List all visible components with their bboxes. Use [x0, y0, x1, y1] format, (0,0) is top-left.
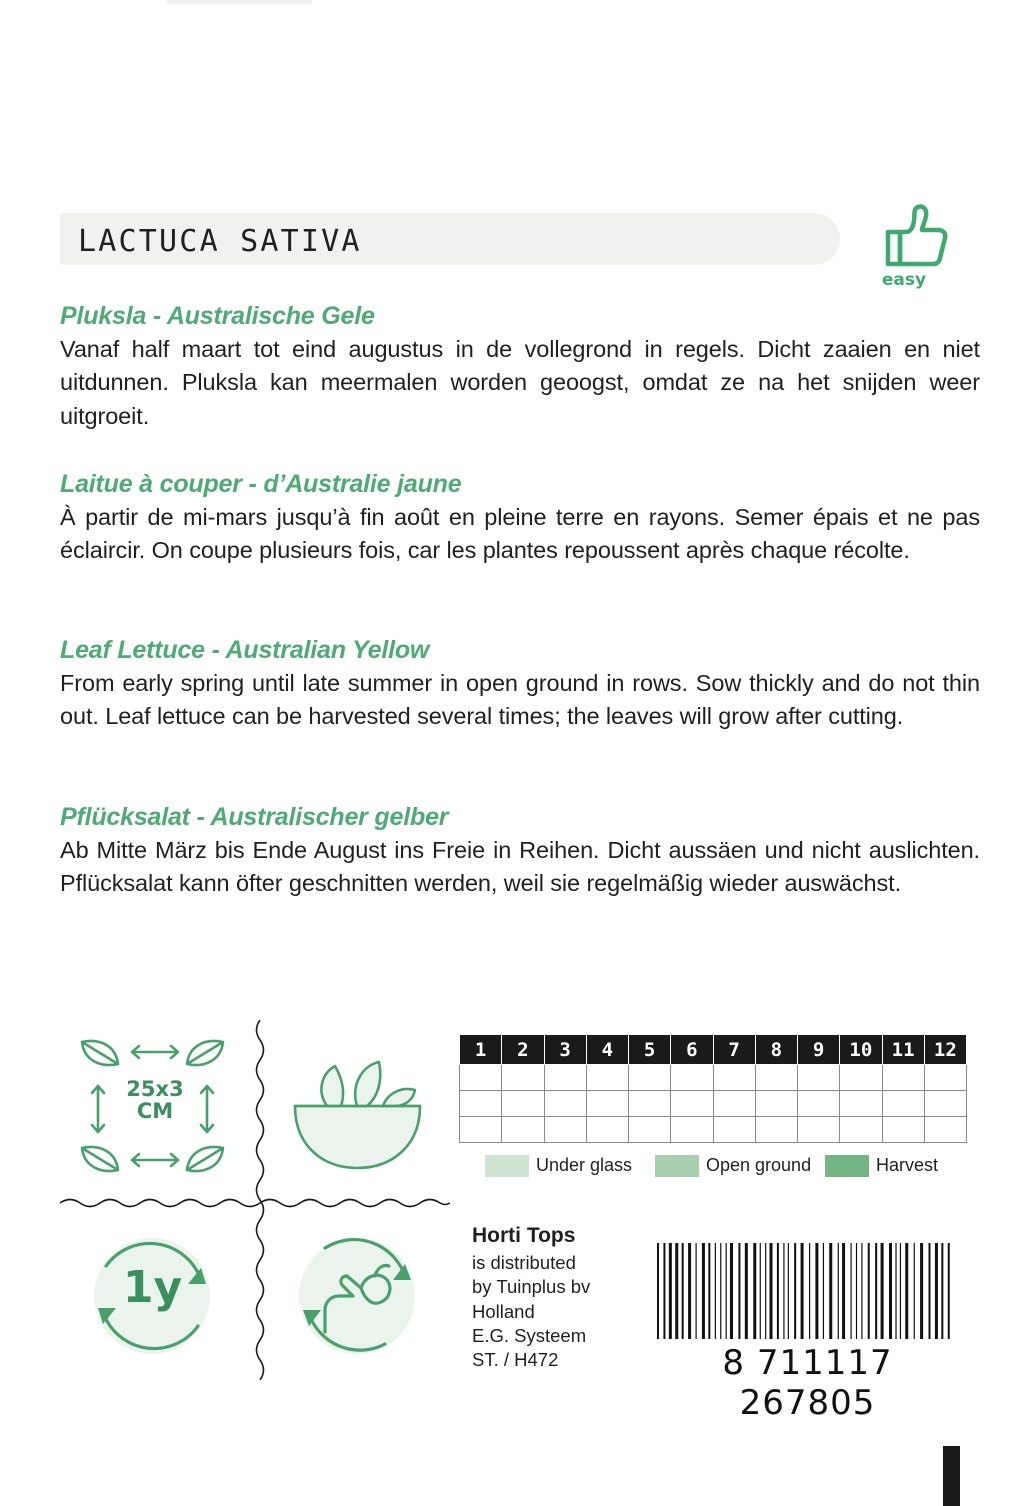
spacing-value: 25x3 [126, 1077, 184, 1101]
calendar-cell [502, 1065, 544, 1091]
month-header: 6 [671, 1035, 713, 1065]
legend-label: Under glass [536, 1155, 633, 1175]
legend-swatch-icon [825, 1155, 869, 1177]
species-title-bar [60, 213, 840, 265]
variety-title-fr: Laitue à couper - d’Australie jaune [60, 470, 462, 498]
brand-line-4: E.G. Systeem [472, 1324, 587, 1346]
calendar-table [459, 1034, 967, 1143]
brand-line-1: is distributed [472, 1251, 576, 1273]
description-block-de [60, 803, 980, 901]
month-header: 2 [502, 1035, 544, 1065]
hand-picking-icon [265, 1210, 450, 1382]
month-header: 5 [629, 1035, 671, 1065]
legend-item-harvest [825, 1155, 938, 1177]
calendar-row [460, 1091, 967, 1117]
corner-registration-mark [943, 1446, 960, 1506]
calendar-row [460, 1065, 967, 1091]
brand-name: Horti Tops [472, 1224, 576, 1247]
brand-line-2: by Tuinplus bv [472, 1276, 591, 1298]
calendar-cell [840, 1065, 882, 1091]
calendar-cell [713, 1117, 755, 1143]
calendar-cell [586, 1091, 628, 1117]
calendar-cell [544, 1117, 586, 1143]
calendar-cell [544, 1091, 586, 1117]
brand-block [472, 1222, 662, 1373]
sowing-calendar [459, 1034, 967, 1143]
description-block-nl [60, 302, 980, 433]
month-header: 10 [840, 1035, 882, 1065]
variety-text-en: From early spring until late summer in open ground in rows. Sow thickly and do not thin out. Leaf lettuce can be harvested several times; the leaves will grow after cutting. [60, 670, 980, 730]
salad-bowl-icon [265, 1020, 450, 1192]
variety-title-de: Pflücksalat - Australischer gelber [60, 803, 449, 831]
calendar-row [460, 1117, 967, 1143]
calendar-body [460, 1065, 967, 1143]
easy-badge-label: easy [881, 270, 927, 290]
barcode [655, 1243, 960, 1423]
calendar-cell [629, 1065, 671, 1091]
calendar-cell [629, 1117, 671, 1143]
month-header: 7 [713, 1035, 755, 1065]
brand-line-3: Holland [472, 1300, 535, 1322]
variety-text-nl: Vanaf half maart tot eind augustus in de vollegrond in regels. Dicht zaaien en niet uitdunnen. Pluksla kan meermalen worden geoogst, omdat ze na het snijden weer uitgroeit. [60, 336, 980, 429]
description-block-fr [60, 470, 980, 568]
calendar-cell [755, 1091, 797, 1117]
month-header: 1 [460, 1035, 502, 1065]
pictogram-spacing [60, 1020, 245, 1192]
pictogram-lifetime [60, 1210, 245, 1382]
page-title: LACTUCA SATIVA [78, 224, 362, 259]
top-edge-strip [166, 0, 312, 4]
month-header: 11 [882, 1035, 924, 1065]
calendar-cell [882, 1065, 924, 1091]
calendar-cell [924, 1065, 966, 1091]
calendar-cell [586, 1065, 628, 1091]
variety-text-de: Ab Mitte März bis Ende August ins Freie in Reihen. Dicht aussäen und nicht auslichten. Pflücksalat kann öfter geschnitten werden, weil sie regelmäßig wieder auswächst. [60, 837, 980, 897]
calendar-cell [460, 1065, 502, 1091]
legend-item-open-ground [655, 1155, 811, 1177]
thumbs-up-icon [866, 200, 952, 272]
barcode-bars [655, 1243, 960, 1341]
calendar-cell [840, 1091, 882, 1117]
calendar-cell [882, 1117, 924, 1143]
calendar-cell [755, 1065, 797, 1091]
legend-swatch-icon [485, 1155, 529, 1177]
month-header: 3 [544, 1035, 586, 1065]
barcode-number: 8 711117 267805 [722, 1343, 893, 1423]
spacing-label [115, 1078, 195, 1122]
calendar-legend [459, 1155, 969, 1179]
calendar-cell [713, 1065, 755, 1091]
month-header: 12 [924, 1035, 966, 1065]
month-header: 8 [755, 1035, 797, 1065]
calendar-cell [798, 1065, 840, 1091]
legend-label: Harvest [876, 1155, 939, 1175]
calendar-cell [924, 1117, 966, 1143]
calendar-cell [755, 1117, 797, 1143]
calendar-cell [840, 1117, 882, 1143]
calendar-cell [502, 1117, 544, 1143]
pictogram-salad-bowl [265, 1020, 450, 1192]
calendar-cell [798, 1117, 840, 1143]
calendar-cell [924, 1091, 966, 1117]
lifetime-label: 1y [122, 1262, 183, 1313]
spacing-unit: CM [136, 1099, 174, 1124]
calendar-cell [629, 1091, 671, 1117]
calendar-cell [671, 1065, 713, 1091]
description-block-en [60, 636, 980, 734]
calendar-cell [460, 1091, 502, 1117]
calendar-header-row [460, 1035, 967, 1065]
brand-line-5: ST. / H472 [472, 1349, 559, 1371]
calendar-cell [502, 1091, 544, 1117]
legend-item-under-glass [485, 1155, 632, 1177]
pictogram-panel [60, 1020, 450, 1380]
variety-text-fr: À partir de mi-mars jusqu’à fin août en pleine terre en rayons. Semer épais et ne pas éclaircir. On coupe plusieurs fois, car les plantes repoussent après chaque récolte. [60, 504, 980, 564]
variety-title-en: Leaf Lettuce - Australian Yellow [60, 636, 430, 664]
calendar-cell [713, 1091, 755, 1117]
variety-title-nl: Pluksla - Australische Gele [60, 302, 375, 330]
calendar-cell [798, 1091, 840, 1117]
calendar-cell [586, 1117, 628, 1143]
easy-badge [866, 200, 952, 295]
legend-label: Open ground [706, 1155, 812, 1175]
month-header: 4 [586, 1035, 628, 1065]
calendar-cell [671, 1091, 713, 1117]
calendar-cell [544, 1065, 586, 1091]
calendar-cell [882, 1091, 924, 1117]
month-header: 9 [798, 1035, 840, 1065]
divider-horizontal [60, 1196, 450, 1210]
calendar-cell [671, 1117, 713, 1143]
calendar-cell [460, 1117, 502, 1143]
pictogram-harvest [265, 1210, 450, 1382]
legend-swatch-icon [655, 1155, 699, 1177]
